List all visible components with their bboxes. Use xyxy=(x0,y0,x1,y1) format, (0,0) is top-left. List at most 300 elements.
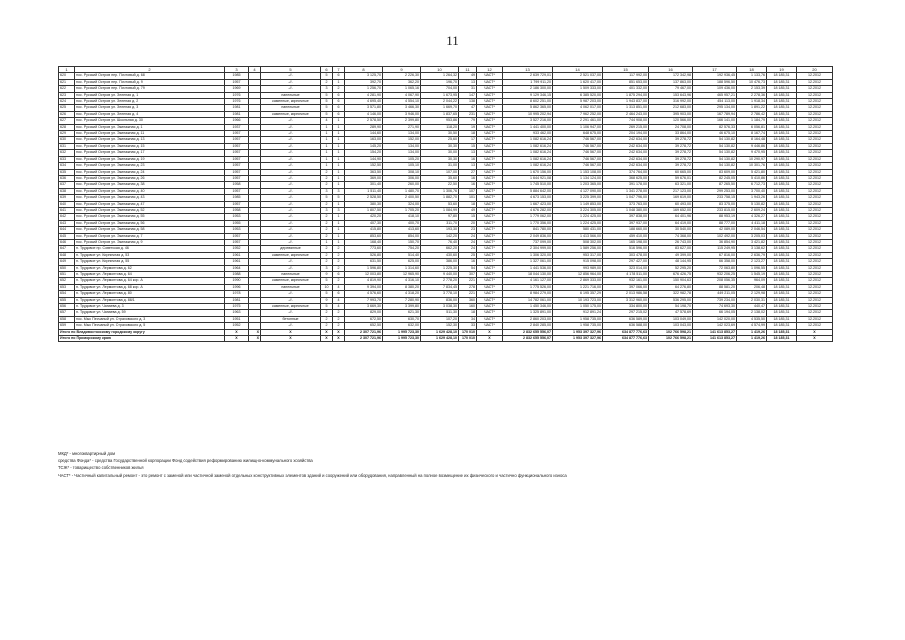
table-cell: 1 149 853,00 xyxy=(553,201,603,207)
table-cell: 12.2012 xyxy=(797,233,833,239)
table-cell: 12.2012 xyxy=(797,169,833,175)
table-cell: 2 xyxy=(321,175,333,181)
table-cell: 12 003,80 xyxy=(345,272,383,278)
table-cell: 1 xyxy=(333,150,345,156)
table-cell: 3 778,10 xyxy=(421,291,459,297)
table-cell: 1 082 616,24 xyxy=(503,137,553,143)
table-cell: 841 780,00 xyxy=(503,227,553,233)
table-cell: 652,50 xyxy=(345,323,383,329)
table-cell: 516 596,00 xyxy=(603,246,649,252)
table-cell: 297 215,02 xyxy=(603,310,649,316)
table-cell: 2 xyxy=(321,201,333,207)
table-cell: пос. Русский Остров пер. Почтовый д. 68 xyxy=(75,73,225,79)
table-cell: -//- xyxy=(261,323,321,329)
table-cell: 1937 xyxy=(225,124,249,130)
table-cell: 4 xyxy=(321,118,333,124)
table-cell: 12.2012 xyxy=(797,105,833,111)
table-cell: 912 891,24 xyxy=(553,310,603,316)
table-cell: 39 278,72 xyxy=(649,137,693,143)
table-cell: 134,00 xyxy=(383,150,421,156)
table-cell: ЧАСТ* xyxy=(477,131,503,137)
table-cell: 142 020,00 xyxy=(693,316,737,322)
table-cell: 2 xyxy=(333,323,345,329)
table-cell: -//- xyxy=(261,156,321,162)
table-cell: 1 xyxy=(333,143,345,149)
table-cell: 46 675,10 xyxy=(693,131,737,137)
table-cell: 18 185,31 xyxy=(767,259,797,265)
table-cell: 4 411,18 xyxy=(737,220,767,226)
table-cell: ЧАСТ* xyxy=(477,304,503,310)
table-cell: 5 xyxy=(321,195,333,201)
table-cell: 648 xyxy=(59,252,75,258)
table-cell: 134,00 xyxy=(383,131,421,137)
table-cell: 16 xyxy=(459,259,477,265)
table-cell: ЧАСТ* xyxy=(477,105,503,111)
table-cell: 10 476,73 xyxy=(737,79,767,85)
table-cell: 1 256,70 xyxy=(345,86,383,92)
table-cell: 18 185,31 xyxy=(767,111,797,117)
table-cell: 74 368,00 xyxy=(649,233,693,239)
table-cell: 1 667 423,00 xyxy=(503,201,553,207)
table-cell: 30,30 xyxy=(421,143,459,149)
table-cell: ЧАСТ* xyxy=(477,227,503,233)
table-cell: 635 xyxy=(59,169,75,175)
table-cell: 12.2012 xyxy=(797,278,833,284)
table-cell: 3 399,80 xyxy=(383,304,421,310)
table-cell: 15 xyxy=(603,67,649,73)
table-cell: 631,50 xyxy=(345,259,383,265)
table-cell: 1 807,50 xyxy=(345,207,383,213)
table-cell: 88 953,19 xyxy=(693,214,737,220)
table-cell: 3 571,80 xyxy=(345,105,383,111)
table-cell: 2 832 655 556,07 xyxy=(503,336,553,342)
table-cell: 12.2012 xyxy=(797,188,833,194)
table-cell: 324,00 xyxy=(383,201,421,207)
table-cell: 323 014,00 xyxy=(603,265,649,271)
table-cell: 644 xyxy=(59,227,75,233)
table-cell: 1985 xyxy=(225,73,249,79)
table-cell: 221 xyxy=(459,278,477,284)
table-cell: пос. Русский Остров ул. Экипажная д. 17 xyxy=(75,150,225,156)
table-cell: 289,90 xyxy=(345,124,383,130)
table-cell: пос. Мыс Песчаный ул. Страховского д. 5 xyxy=(75,323,225,329)
table-cell: 1 545,19 xyxy=(737,272,767,278)
table-cell: 754,20 xyxy=(383,246,421,252)
table-cell: 4 062 017,00 xyxy=(553,105,603,111)
table-cell: ЧАСТ* xyxy=(477,92,503,98)
table-cell: ЧАСТ* xyxy=(477,291,503,297)
table-cell: 5 xyxy=(321,291,333,297)
table-cell: Итого по Приморскому краю xyxy=(59,336,225,342)
table-cell: 2 840 285,00 xyxy=(503,323,553,329)
table-cell: 18 xyxy=(459,310,477,316)
table-cell: 1 082 616,24 xyxy=(503,156,553,162)
table-cell: 454 113,00 xyxy=(693,99,737,105)
table-cell: 88 581,20 xyxy=(693,284,737,290)
table-cell: 1 943 837,00 xyxy=(603,99,649,105)
table-cell: 242 634,00 xyxy=(603,156,649,162)
table-cell: ЧАСТ* xyxy=(477,99,503,105)
table-cell: 641 xyxy=(59,207,75,213)
table-cell: 18 185,31 xyxy=(767,239,797,245)
table-cell: 30,30 xyxy=(421,156,459,162)
table-cell: 3 xyxy=(321,265,333,271)
table-cell: 39 278,72 xyxy=(649,143,693,149)
table-cell: -//- xyxy=(261,150,321,156)
table-cell: 4 146,00 xyxy=(345,111,383,117)
table-cell: -//- xyxy=(261,182,321,188)
table-cell: 7 280,90 xyxy=(383,297,421,303)
table-cell: 1964 xyxy=(225,265,249,271)
table-cell: 242 634,00 xyxy=(603,143,649,149)
table-cell: 12.2012 xyxy=(797,323,833,329)
table-cell: 1957 xyxy=(225,137,249,143)
table-cell: 18 185,31 xyxy=(767,227,797,233)
table-cell: 39 278,72 xyxy=(649,156,693,162)
table-cell: 193,30 xyxy=(421,227,459,233)
table-cell: 18 185,31 xyxy=(767,163,797,169)
table-cell: 60 665,00 xyxy=(649,169,693,175)
table-cell: 628 xyxy=(59,124,75,130)
table-cell: 12.2012 xyxy=(797,118,833,124)
table-cell: 23 xyxy=(459,227,477,233)
table-cell: 2 xyxy=(333,86,345,92)
table-cell: 1957 xyxy=(225,156,249,162)
table-cell: 12.2012 xyxy=(797,73,833,79)
table-cell: 953,86 xyxy=(421,118,459,124)
table-cell: 953 317,00 xyxy=(553,252,603,258)
table-cell: 322 982,78 xyxy=(649,291,693,297)
table-cell: 2 278,36 xyxy=(737,92,767,98)
table-cell: 18 185,31 xyxy=(767,207,797,213)
table-cell: 2 400,50 xyxy=(383,195,421,201)
table-cell: 54 130,82 xyxy=(693,156,737,162)
table-cell: 35,60 xyxy=(421,175,459,181)
table-cell: 120 566,00 xyxy=(649,118,693,124)
table-cell: 4 xyxy=(249,67,261,73)
table-cell: 18 185,31 xyxy=(767,246,797,252)
table-cell: -//- xyxy=(261,207,321,213)
table-cell: 650 xyxy=(59,265,75,271)
table-cell: 630,70 xyxy=(383,316,421,322)
table-cell: 17 xyxy=(693,67,737,73)
table-cell: п. Трудовое ул. Лермонтова д. 64 кор. А xyxy=(75,278,225,284)
table-cell: 2 013 986,58 xyxy=(603,291,649,297)
table-cell: 1 620 417,00 xyxy=(553,79,603,85)
table-cell: 168,40 xyxy=(345,239,383,245)
table-cell: 2 869 333,00 xyxy=(553,278,603,284)
table-cell: 72 063,80 xyxy=(693,265,737,271)
table-cell: 746 567,00 xyxy=(553,156,603,162)
table-cell: ЧАСТ* xyxy=(477,195,503,201)
table-cell: 12.2012 xyxy=(797,156,833,162)
register-table-wrapper xyxy=(58,66,832,342)
table-cell: 152,50 xyxy=(345,163,383,169)
table-cell: 18 185,31 xyxy=(767,284,797,290)
table-cell: -//- xyxy=(261,227,321,233)
table-cell: 18 185,31 xyxy=(767,310,797,316)
table-cell: 2 xyxy=(321,310,333,316)
table-cell: ЧАСТ* xyxy=(477,182,503,188)
table-cell: 242 634,00 xyxy=(603,163,649,169)
table-cell: 13 xyxy=(459,163,477,169)
table-cell: панельные xyxy=(261,272,321,278)
table-cell: пос. Русский Остров пер. Почтовый д. 79 xyxy=(75,86,225,92)
table-cell: 166 141,00 xyxy=(693,118,737,124)
table-cell: пос. Русский Остров ул. Экипажная д. 56 xyxy=(75,220,225,226)
table-cell: 102 492,00 xyxy=(693,233,737,239)
table-cell: 59 676,01 xyxy=(649,175,693,181)
table-cell: 465 957,21 xyxy=(693,92,737,98)
table-cell: 8 380,20 xyxy=(383,284,421,290)
table-cell: 18 185,31 xyxy=(767,143,797,149)
table-cell: 1 450 346,00 xyxy=(503,304,553,310)
table-cell: 2 307 721,96 xyxy=(345,329,383,335)
table-cell: пос. Русский Остров ул. Экипажная д. 38 xyxy=(75,182,225,188)
table-cell: 7 993,70 xyxy=(345,297,383,303)
table-cell: 107,20 xyxy=(421,316,459,322)
table-cell: 1978 xyxy=(225,291,249,297)
table-cell: 739 234,00 xyxy=(693,297,737,303)
table-cell: 1 314,60 xyxy=(383,265,421,271)
table-cell: 1 419,26 xyxy=(737,336,767,342)
table-cell: 632,00 xyxy=(383,323,421,329)
table-cell: 1 096,55 xyxy=(737,265,767,271)
table-cell: 391 178,00 xyxy=(603,182,649,188)
table-cell: 5 xyxy=(321,99,333,105)
table-cell: 625,00 xyxy=(383,259,421,265)
table-cell: 107,00 xyxy=(421,169,459,175)
table-cell: 418,10 xyxy=(383,214,421,220)
table-cell: 2 xyxy=(321,79,333,85)
table-cell: 109 436,00 xyxy=(693,86,737,92)
table-cell: 737 099,00 xyxy=(503,239,553,245)
table-cell: 1951 xyxy=(225,316,249,322)
table-cell: пос. Русский Остров ул. Экипажная д. 15 xyxy=(75,143,225,149)
table-cell: 147 xyxy=(459,92,477,98)
table-cell: 242 634,00 xyxy=(603,137,649,143)
table-cell: ЧАСТ* xyxy=(477,169,503,175)
table-cell: -//- xyxy=(261,214,321,220)
table-cell: 630 xyxy=(59,137,75,143)
table-cell: 13 xyxy=(503,67,553,73)
table-cell: 397 937,00 xyxy=(603,220,649,226)
table-cell: 105,20 xyxy=(383,156,421,162)
table-cell: 2 xyxy=(321,252,333,258)
table-cell: 2 xyxy=(333,265,345,271)
table-cell: 12.2012 xyxy=(797,207,833,213)
table-cell: 18 185,31 xyxy=(767,124,797,130)
table-cell: 18 185,31 xyxy=(767,137,797,143)
table-cell: п. Трудовое ул. Чапаева д. 3 xyxy=(75,304,225,310)
table-cell: 1 xyxy=(333,182,345,188)
table-cell: 1 133,76 xyxy=(737,73,767,79)
table-cell: 54 xyxy=(459,265,477,271)
table-cell: 7 962 252,00 xyxy=(553,111,603,117)
table-cell: 1 xyxy=(333,227,345,233)
table-cell: 12.2012 xyxy=(797,310,833,316)
table-cell: 656 xyxy=(59,304,75,310)
table-cell: 634 877 776,63 xyxy=(603,329,649,335)
table-cell: 2 xyxy=(321,220,333,226)
table-cell: пос. Русский Остров пер. Почтовый д. 9 xyxy=(75,79,225,85)
table-cell: 1957 xyxy=(225,233,249,239)
table-cell: 18 185,31 xyxy=(767,99,797,105)
table-cell: 297 427,00 xyxy=(603,259,649,265)
table-cell: 6 xyxy=(333,92,345,98)
table-cell: 386,00 xyxy=(421,259,459,265)
table-cell: -//- xyxy=(261,73,321,79)
table-cell: 1 xyxy=(321,150,333,156)
table-cell: ЧАСТ* xyxy=(477,124,503,130)
table-cell: 625 xyxy=(59,105,75,111)
table-cell: 649 xyxy=(59,259,75,265)
table-cell: 1 306,76 xyxy=(421,188,459,194)
table-cell: 624 xyxy=(59,99,75,105)
table-cell: 12.2012 xyxy=(797,137,833,143)
table-cell: 4 067,90 xyxy=(383,92,421,98)
table-cell: 1 882,70 xyxy=(421,195,459,201)
table-cell: 672,50 xyxy=(345,316,383,322)
table-cell: 1981 xyxy=(225,297,249,303)
table-cell: 2 528,50 xyxy=(345,195,383,201)
footnote: МКД* - многоквартирный дом xyxy=(58,451,116,456)
table-cell: 47 xyxy=(459,105,477,111)
table-cell: 932 161,00 xyxy=(603,278,649,284)
table-cell: 66 194,05 xyxy=(693,310,737,316)
table-cell: 10 193 723,00 xyxy=(553,297,603,303)
table-cell: 6 056,81 xyxy=(737,124,767,130)
table-cell: 993 989,00 xyxy=(553,265,603,271)
table-cell: -//- xyxy=(261,163,321,169)
table-cell: 12.2012 xyxy=(797,259,833,265)
table-cell: 1 xyxy=(333,239,345,245)
table-cell: 5 xyxy=(261,67,321,73)
table-cell: 54 130,82 xyxy=(693,137,737,143)
table-cell: 4 xyxy=(333,297,345,303)
table-cell: 49 399,00 xyxy=(649,252,693,258)
table-cell: 622 xyxy=(59,86,75,92)
table-cell: 107 xyxy=(459,188,477,194)
table-cell: 632 xyxy=(59,150,75,156)
table-cell: 54 130,82 xyxy=(693,143,737,149)
table-cell: 1976 xyxy=(225,99,249,105)
table-cell: 144,90 xyxy=(345,156,383,162)
table-cell: 1963 xyxy=(225,310,249,316)
table-cell: 1 xyxy=(333,156,345,162)
table-cell: 48 144,95 xyxy=(649,259,693,265)
table-cell: 6 xyxy=(333,111,345,117)
table-cell: 2 xyxy=(75,67,225,73)
table-cell: 12.2012 xyxy=(797,92,833,98)
table-cell: 25,60 xyxy=(421,137,459,143)
table-cell: 415,80 xyxy=(345,227,383,233)
table-cell: 1 xyxy=(333,169,345,175)
table-cell: 18 185,31 xyxy=(767,336,797,342)
table-cell: 1957 xyxy=(225,79,249,85)
table-cell: 5 xyxy=(321,73,333,79)
table-cell: 76,40 xyxy=(421,239,459,245)
table-cell: ЧАСТ* xyxy=(477,316,503,322)
table-cell: 138 xyxy=(459,99,477,105)
table-cell: 12.2012 xyxy=(797,227,833,233)
table-cell: ЧАСТ* xyxy=(477,252,503,258)
table-cell: 1 106 947,00 xyxy=(553,124,603,130)
table-cell: 19 xyxy=(767,67,797,73)
table-cell: 102 766 598,21 xyxy=(649,336,693,342)
table-cell: 1 669,70 xyxy=(421,105,459,111)
table-cell: ЧАСТ* xyxy=(477,163,503,169)
table-cell: 580 431,00 xyxy=(553,227,603,233)
table-cell: 773,60 xyxy=(345,246,383,252)
table-cell: 1 153 108,00 xyxy=(553,169,603,175)
table-cell: 22,50 xyxy=(421,182,459,188)
table-cell: 12 965,90 xyxy=(383,272,421,278)
table-cell: 1 xyxy=(333,137,345,143)
table-cell: 1 084,99 xyxy=(421,207,459,213)
table-cell: 13 xyxy=(459,79,477,85)
table-cell: 401 332,00 xyxy=(603,86,649,92)
table-cell: 169 652,00 xyxy=(649,207,693,213)
table-cell: 10 xyxy=(421,67,459,73)
table-cell: 30,50 xyxy=(421,131,459,137)
table-cell: 18 185,31 xyxy=(767,304,797,310)
table-cell: 1 419,26 xyxy=(737,329,767,335)
table-cell: 392,70 xyxy=(345,79,383,85)
table-cell: -//- xyxy=(261,201,321,207)
table-cell: п. Трудовое ул. Лермонтова д. 64 xyxy=(75,272,225,278)
table-cell: -//- xyxy=(261,131,321,137)
table-cell: 746 567,00 xyxy=(553,143,603,149)
table-cell: каменные, кирпичные xyxy=(261,304,321,310)
table-cell: 97,80 xyxy=(421,214,459,220)
table-cell: 1 xyxy=(333,220,345,226)
table-cell: 3 466,30 xyxy=(383,105,421,111)
table-cell: 8 984 279,00 xyxy=(503,291,553,297)
table-cell: пос. Русский Остров ул. Экипажная д. 43 xyxy=(75,195,225,201)
table-cell: 172 342,98 xyxy=(649,73,693,79)
table-cell: 233 758,15 xyxy=(693,195,737,201)
table-cell: 18 185,31 xyxy=(767,188,797,194)
table-cell: 1 082 616,24 xyxy=(503,163,553,169)
table-cell: 2 xyxy=(333,252,345,258)
table-cell: 3 527 216,00 xyxy=(503,118,553,124)
table-cell: 1 xyxy=(333,214,345,220)
table-cell: 1 xyxy=(333,175,345,181)
table-cell: 652 xyxy=(59,278,75,284)
table-cell: 7 xyxy=(333,67,345,73)
table-cell: 137 863,00 xyxy=(649,79,693,85)
table-cell: 18 185,31 xyxy=(767,278,797,284)
table-cell: 2 291 461,00 xyxy=(553,118,603,124)
table-cell: 8 602 251,00 xyxy=(503,99,553,105)
table-cell: 1 670 156,00 xyxy=(503,169,553,175)
table-cell: ЧАСТ* xyxy=(477,239,503,245)
table-cell: 18 185,31 xyxy=(767,169,797,175)
table-cell: 3 946,00 xyxy=(383,111,421,117)
table-cell: 514,40 xyxy=(383,252,421,258)
table-cell: 1 511,40 xyxy=(345,188,383,194)
table-cell: 18 185,31 xyxy=(767,79,797,85)
table-cell: -//- xyxy=(261,239,321,245)
table-cell: 12 xyxy=(477,67,503,73)
table-cell: 637 xyxy=(59,182,75,188)
table-cell: 629 xyxy=(59,131,75,137)
table-cell: 4 318,20 xyxy=(383,291,421,297)
table-cell: 1 082 616,24 xyxy=(503,143,553,149)
table-cell: 374 764,00 xyxy=(603,169,649,175)
table-cell: 24 708,00 xyxy=(649,124,693,130)
